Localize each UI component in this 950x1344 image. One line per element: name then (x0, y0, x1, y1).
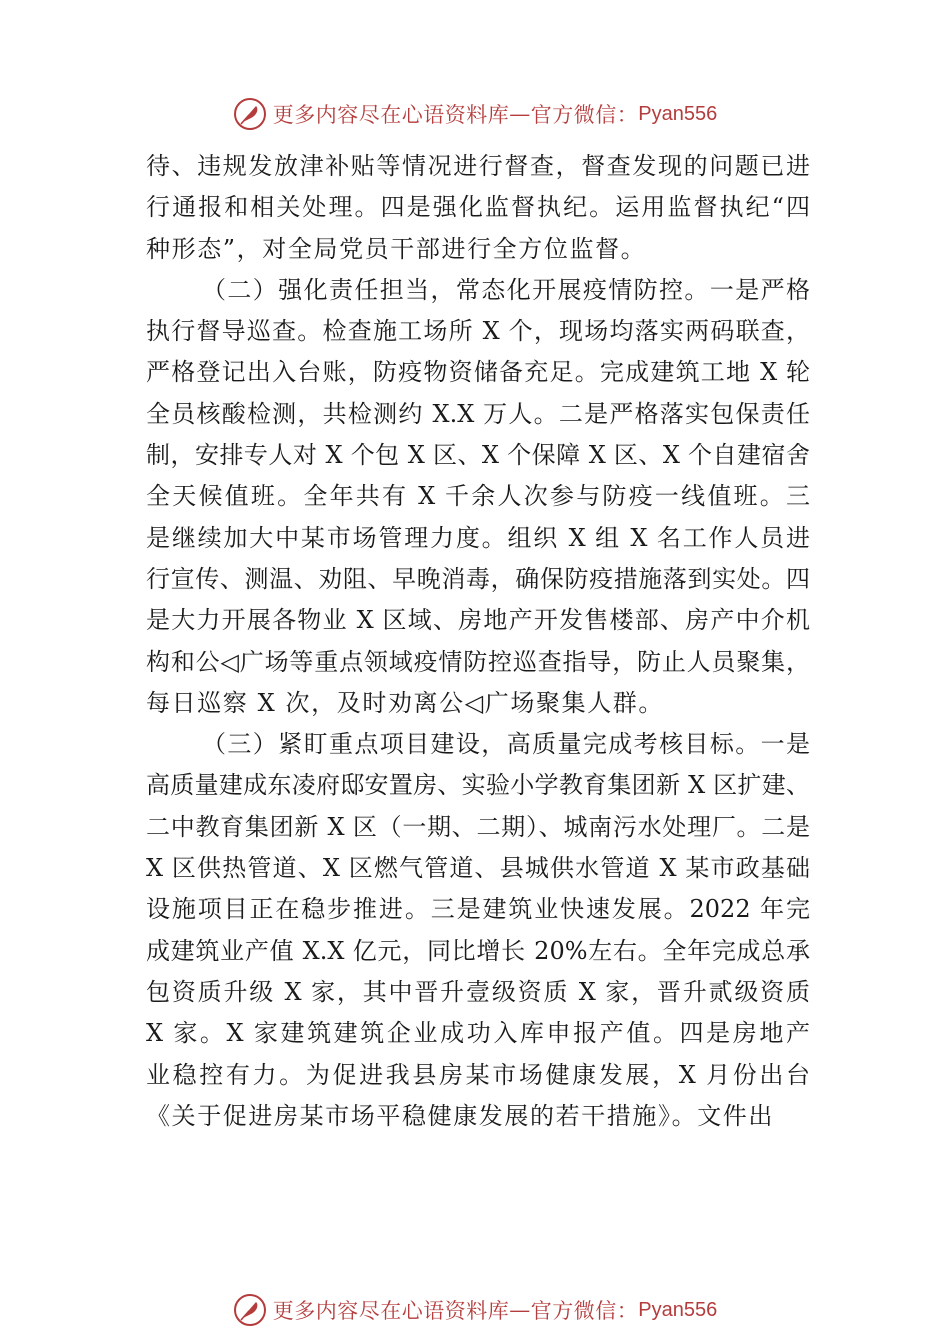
body-line: 种形态”，对全局党员干部进行全方位监督。 (146, 234, 647, 263)
body-line: 待、违规发放津补贴等情况进行督查，督查发现的问题已进 (146, 152, 810, 180)
body-line: 包资质升级 X 家，其中晋升壹级资质 X 家，晋升贰级资质 (146, 977, 810, 1006)
footer-brand-text: 更多内容尽在心语资料库 (272, 1299, 510, 1323)
document-body (146, 146, 810, 1137)
body-line: 每日巡察 X 次，及时劝离公◁广场聚集人群。 (146, 688, 664, 717)
feather-pen-logo-icon (233, 97, 267, 131)
body-line: 行宣传、测温、劝阻、早晚消毒，确保防疫措施落到实处。四 (146, 564, 810, 593)
body-line: 业稳控有力。为促进我县房某市场健康发展，X 月份出台 (146, 1060, 810, 1089)
body-line: 成建筑业产值 X.X 亿元，同比增长 20%左右。全年完成总承 (146, 936, 810, 965)
body-line: 二中教育集团新 X 区（一期、二期）、城南污水处理厂。二是 (146, 812, 810, 841)
header-wechat-label: 官方微信： (530, 103, 639, 127)
body-line: 是继续加大中某市场管理力度。组织 X 组 X 名工作人员进 (146, 523, 810, 552)
body-line: 构和公◁广场等重点领域疫情防控巡查指导，防止人员聚集， (146, 647, 810, 676)
header-brand-text: 更多内容尽在心语资料库 (272, 103, 510, 127)
body-line: 《关于促进房某市场平稳健康发展的若干措施》。文件出 (146, 1101, 774, 1130)
footer-banner (0, 1290, 950, 1330)
body-line: 高质量建成东凌府邸安置房、实验小学教育集团新 X 区扩建、 (146, 771, 810, 800)
body-line: 行通报和相关处理。四是强化监督执纪。运用监督执纪“四 (146, 193, 810, 222)
body-line: 全天候值班。全年共有 X 千余人次参与防疫一线值班。三 (146, 482, 810, 511)
footer-separator: — (509, 1298, 531, 1322)
section-heading-line: （二）强化责任担当，常态化开展疫情防控。一是严格 (202, 275, 810, 304)
section-heading-line: （三）紧盯重点项目建设，高质量完成考核目标。一是 (202, 730, 810, 759)
footer-wechat-label: 官方微信： (530, 1299, 639, 1323)
footer-wechat-id: Pyan556 (638, 1298, 718, 1321)
header-wechat-id: Pyan556 (638, 102, 718, 125)
body-line: 执行督导巡查。检查施工场所 X 个，现场均落实两码联查， (146, 317, 810, 346)
body-line: 全员核酸检测，共检测约 X.X 万人。二是严格落实包保责任 (146, 399, 810, 428)
header-separator: — (509, 102, 531, 126)
body-line: 严格登记出入台账，防疫物资储备充足。完成建筑工地 X 轮 (146, 358, 810, 387)
body-line: X 家。X 家建筑建筑企业成功入库申报产值。四是房地产 (146, 1019, 810, 1048)
body-line: 是大力开展各物业 X 区域、房地产开发售楼部、房产中介机 (146, 606, 810, 635)
body-line: X 区供热管道、X 区燃气管道、县城供水管道 X 某市政基础 (146, 854, 810, 883)
body-line: 设施项目正在稳步推进。三是建筑业快速发展。2022 年完 (146, 895, 810, 924)
feather-pen-logo-icon (233, 1293, 267, 1327)
body-line: 制，安排专人对 X 个包 X 区、X 个保障 X 区、X 个自建宿舍 (146, 441, 810, 470)
header-banner (0, 94, 950, 134)
